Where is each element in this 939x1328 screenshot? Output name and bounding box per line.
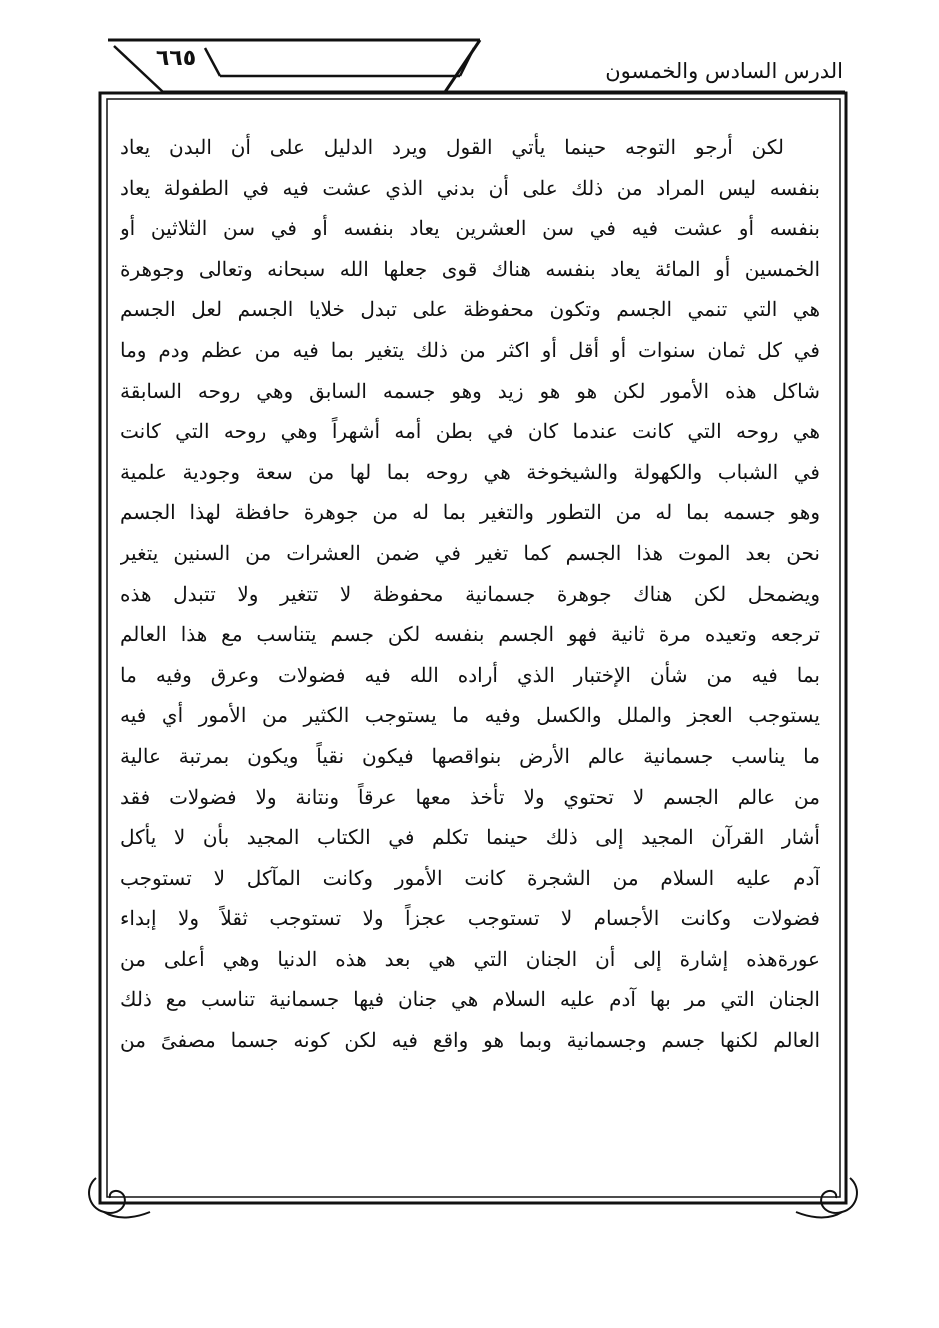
text-line: نحن بعد الموت هذا الجسم كما تغير في ضمن العشرات من السنين يتغير <box>120 540 820 565</box>
text-line: العالم لكنها جسم وجسمانية وبما هو واقع فيه لكن كونه جسما مصفىً من <box>120 1028 820 1053</box>
text-line: عورةهذه إشارة إلى أن الجنان التي هي بعد هذه الدنيا وهي أعلى من <box>120 946 820 971</box>
text-line: ويضمحل لكن هناك جوهرة جسمانية محفوظة لا تتغير ولا تتبدل هذه <box>120 581 820 606</box>
text-line: ترجعه وتعيده مرة ثانية فهو الجسم بنفسه لكن جسم يتناسب مع هذا العالم <box>120 622 820 647</box>
page-number: ٦٦٥ <box>155 46 197 71</box>
text-line: ما يناسب جسمانية عالم الأرض بنواقصها فيكون نقياً ويكون بمرتبة عالية <box>120 743 820 768</box>
text-line: في كل ثمان سنوات أو أقل أو اكثر من ذلك يتغير بما فيه من عظم ودم وما <box>120 337 820 362</box>
corner-ornament-right <box>796 1178 857 1217</box>
text-line: فضولات وكانت الأجسام لا تستوجب عجزاً ولا تستوجب ثقلاً ولا إبداء <box>120 906 820 931</box>
text-line: آدم عليه السلام من الشجرة كانت الأمور وكانت المآكل لا تستوجب <box>120 865 820 890</box>
text-line: وهو جسمه بما له من التطور والتغير بما له من جوهرة حافظة لهذا الجسم <box>120 500 820 525</box>
text-line: هي التي تنمي الجسم وتكون محفوظة على تبدل خلايا الجسم لعل الجسم <box>120 297 820 322</box>
text-line: يستوجب العجز والملل والكسل وفيه ما يستوجب الكثير من الأمور أي فيه <box>120 703 820 728</box>
running-title: الدرس السادس والخمسون <box>605 59 843 83</box>
corner-ornament-left <box>89 1178 150 1217</box>
text-line: الجنان التي مر بها آدم عليه السلام هي جنان فيها جسمانية تناسب مع ذلك <box>120 987 820 1012</box>
text-line: أشار القرآن المجيد إلى ذلك حينما تكلم في الكتاب المجيد بأن لا يأكل <box>120 825 820 850</box>
body-text <box>120 127 820 1061</box>
text-line: هي روحه التي كانت عندما كان في بطن أمه أشهراً وهي روحه التي كانت <box>120 419 820 444</box>
text-line: الخمسين أو المائة يعاد بنفسه هناك قوى جعلها الله سبحانه وتعالى وجوهرة <box>120 256 820 281</box>
text-line: لكن أرجو التوجه حينما يأتي القول ويرد الدليل على أن البدن يعاد <box>120 135 784 159</box>
text-line: بنفسه أو عشت فيه في سن العشرين يعاد بنفسه أو في سن الثلاثين أو <box>120 216 820 241</box>
text-line: في الشباب والكهولة والشيخوخة هي روحه بما لها من سعة وجودية علمية <box>120 459 820 484</box>
text-line: بنفسه ليس المراد من ذلك على أن بدني الذي عشت فيه في الطفولة يعاد <box>120 175 820 200</box>
text-line: من عالم الجسم لا تحتوي ولا تأخذ معها عرقاً ونتانة ولا فضولات فقد <box>120 784 820 809</box>
text-line: بما فيه من شأن الإختبار الذي أراده الله فيه فضولات وعرق وفيه ما <box>120 662 820 687</box>
text-line: شاكل هذه الأمور لكن هو هو زيد وهو جسمه السابق وهي روحه السابقة <box>120 378 820 403</box>
